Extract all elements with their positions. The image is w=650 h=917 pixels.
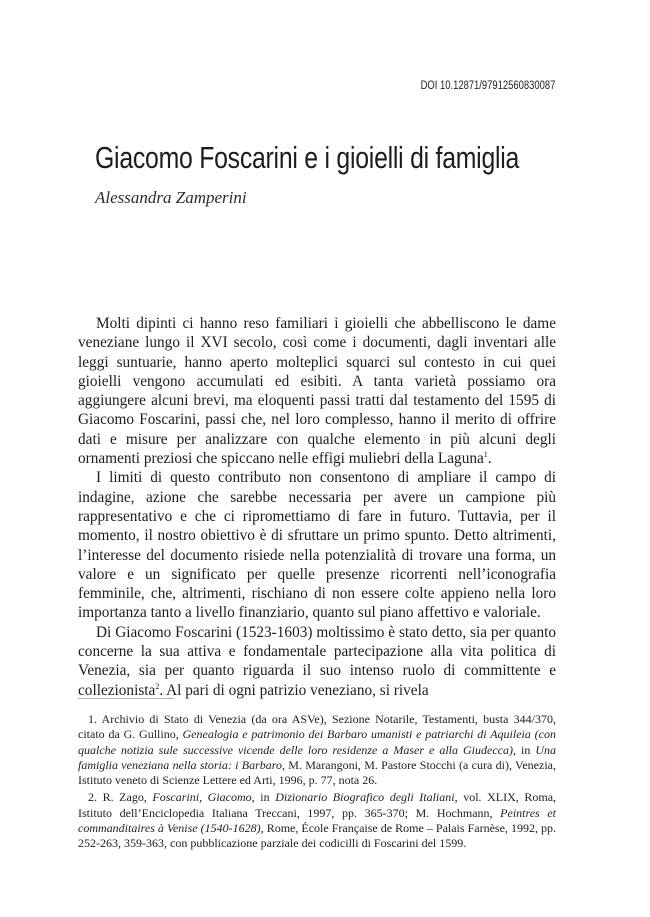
paragraph-3-text: Di Giacomo Foscarini (1523-1603) moltissimo è stato detto, sia per quanto concerne la sua attiva e fondamentale partecipazione alla vita politica di Venezia, sia per quanto riguarda il suo intenso ruolo di committente e collezionista xyxy=(78,623,556,699)
footnote-1 xyxy=(78,712,556,788)
footnote-1-part: , in xyxy=(512,742,536,757)
footnote-separator xyxy=(78,698,174,699)
footnote-2-part: 2. R. Zago, xyxy=(88,790,153,805)
article-body xyxy=(78,314,556,700)
footnote-2-italic: Peintres et commanditaires à Venise (1540-1628) xyxy=(78,805,556,836)
paragraph-2: I limiti di questo contributo non consentono di ampliare il campo di indagine, azione che sarebbe necessaria per avere un campione più rappresentativo e che ci ripromettiamo di fare in futuro. Tuttavia, per il momento, il nostro obiettivo è di sfruttare un primo spunto. Detto altrimenti, l’interesse del documento risiede nella potenzialità di trovare una forma, un valore e un significato per quelle presenze ricorrenti nell’iconografia femminile, che, altrimenti, rischiano di non essere colte appieno nella loro importanza tanto a livello finanziario, quanto sul piano affettivo e valoriale. xyxy=(78,469,556,622)
footnotes xyxy=(78,712,556,854)
footnote-2-part: , in xyxy=(251,790,276,805)
footnote-2-part: , Rome, École Française de Rome – Palais Farnèse, 1992, pp. 252-263, 359-363, con pubblicazione parziale dei codicilli di Foscarini del 1599. xyxy=(78,821,556,851)
article-author: Alessandra Zamperini xyxy=(95,188,247,207)
footnote-2-italic: Foscarini, Giacomo xyxy=(152,790,252,805)
footnote-2-part: , vol. XLIX, Roma, Istituto dell’Enciclopedia Italiana Treccani, 1997, pp. 365-370; M. Hochmann, xyxy=(78,790,557,820)
footnote-1-part: 1. Archivio di Stato di Venezia (da ora ASVe), Sezione Notarile, Testamenti, busta 344/370, citato da G. Gullino, xyxy=(78,712,556,742)
footnote-ref-2: 2 xyxy=(155,681,160,691)
footnote-2-italic: Dizionario Biografico degli Italiani xyxy=(275,790,455,805)
footnote-1-part: , M. Marangoni, M. Pastore Stocchi (a cura di), Venezia, Istituto veneto di Scienze Lettere ed Arti, 1996, p. 77, nota 26. xyxy=(78,757,556,788)
paragraph-3-end: . Al pari di ogni patrizio veneziano, si rivela xyxy=(159,681,429,699)
footnote-2 xyxy=(78,790,556,851)
paragraph-1-text: Molti dipinti ci hanno reso familiari i gioielli che abbelliscono le dame veneziane lungo il XVI secolo, così come i documenti, dagli inventari alle leggi suntuarie, hanno aperto molteplici squarci sul contesto in cui quei gioielli vengono accumulati ed esibiti. A tanta varietà possiamo ora aggiungere alcuni brevi, ma eloquenti passi tratti dal testamento del 1595 di Giacomo Foscarini, passi che, nel loro complesso, hanno il merito di offrire dati e misure per analizzare con qualche elemento in più alcuni degli ornamenti preziosi che spiccano nelle effigi muliebri della Laguna xyxy=(78,315,556,468)
footnote-1-italic: Una famiglia veneziana nella storia: i Barbaro xyxy=(78,742,556,772)
paragraph-1: Molti dipinti ci hanno reso familiari i gioielli che abbelliscono le dame veneziane lungo il XVI secolo, così come i documenti, dagli inventari alle leggi suntuarie, hanno aperto molteplici squarci sul contesto in cui quei gioielli vengono accumulati ed esibiti. A tanta varietà possiamo ora aggiungere alcuni brevi, ma eloquenti passi tratti dal testamento del 1595 di Giacomo Foscarini, passi che, nel loro complesso, hanno il merito di offrire dati e misure per analizzare con qualche elemento in più alcuni degli ornamenti preziosi che spiccano nelle effigi muliebri della Laguna$^1$. xyxy=(78,315,556,468)
footnote-ref-1: 1 xyxy=(483,449,488,459)
paragraph-3 xyxy=(78,623,556,700)
doi-label: DOI 10.12871/97912560830087 xyxy=(420,80,555,92)
footnote-1-italic: Genealogia e patrimonio dei Barbaro umanisti e patriarchi di Aquileia (con qualche notizia sule successive vicende delle loro residenze a Maser e alla Giudecca) xyxy=(78,727,556,757)
article-title: Giacomo Foscarini e i gioielli di famiglia xyxy=(95,140,520,175)
